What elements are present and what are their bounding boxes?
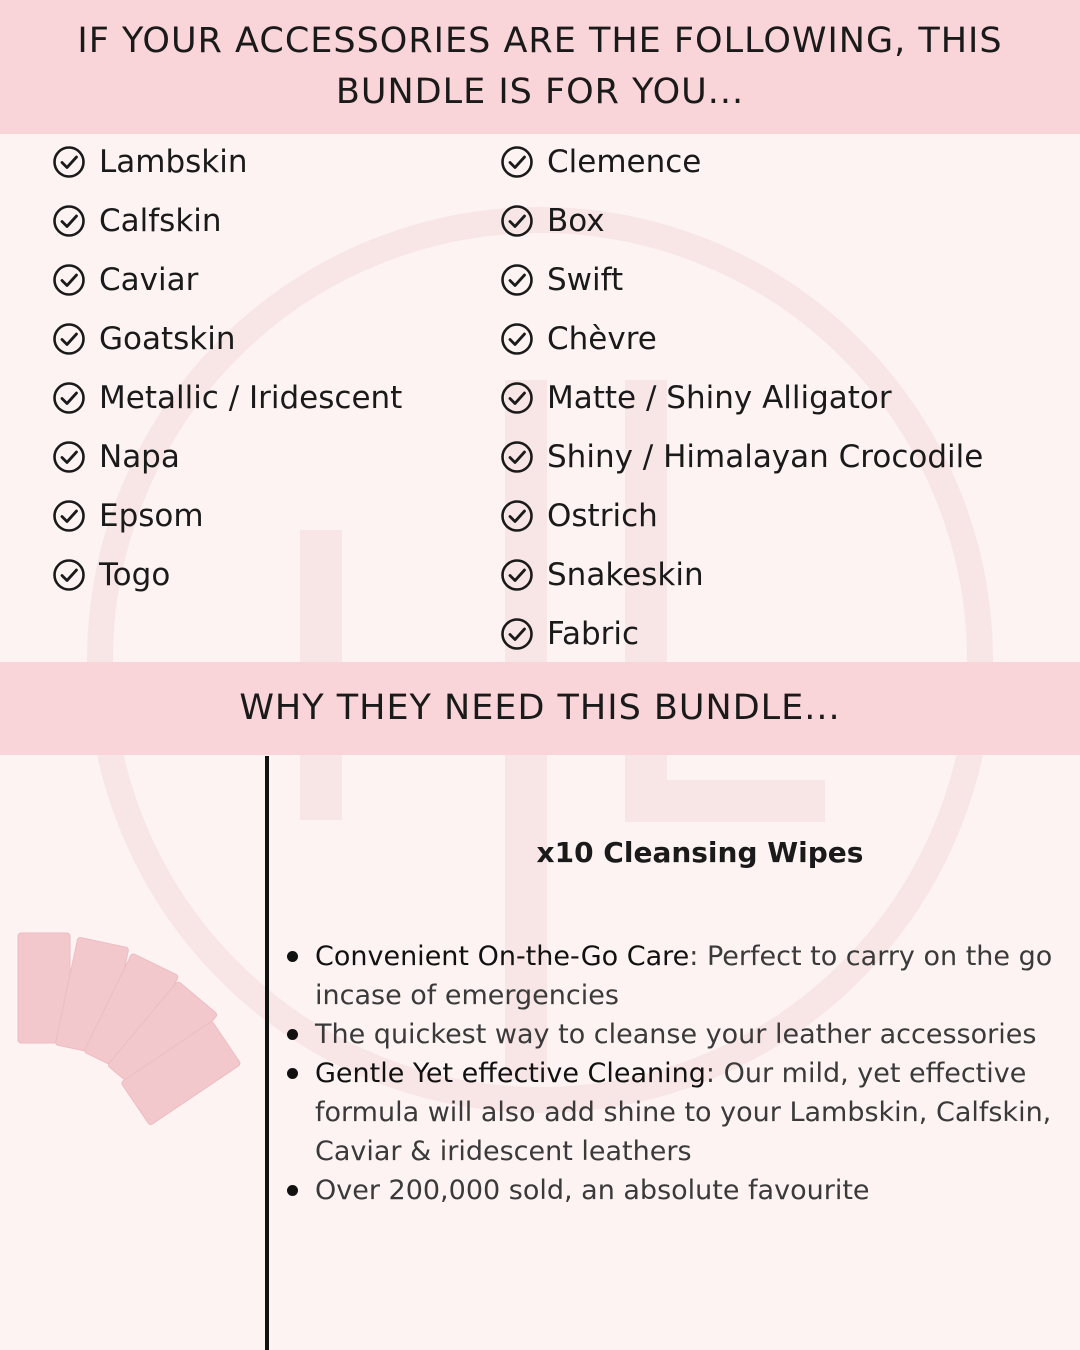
header-line-2: BUNDLE IS FOR YOU... — [335, 72, 745, 112]
check-circle-icon — [52, 263, 86, 297]
material-item — [52, 368, 402, 427]
product-title: x10 Cleansing Wipes — [536, 836, 864, 869]
check-circle-icon — [500, 263, 534, 297]
benefit-lead: Convenient On-the-Go Care — [315, 941, 690, 972]
material-item — [52, 486, 402, 545]
material-label: Caviar — [99, 261, 199, 298]
benefit-text: : Our mild, yet effective formula will also add shine to your Lambskin, Calfskin, Caviar & iridescent leathers — [315, 1058, 1052, 1167]
material-item — [52, 191, 402, 250]
vertical-divider — [265, 756, 269, 1350]
wipes-sachets-image — [10, 925, 260, 1140]
material-label: Box — [547, 202, 605, 239]
material-item — [500, 132, 983, 191]
material-label: Matte / Shiny Alligator — [547, 379, 892, 416]
check-circle-icon — [52, 558, 86, 592]
check-circle-icon — [52, 322, 86, 356]
material-item — [500, 427, 983, 486]
bullet-dot-icon — [287, 951, 298, 962]
check-circle-icon — [500, 381, 534, 415]
section-banner — [0, 662, 1080, 755]
material-label: Chèvre — [547, 320, 657, 357]
check-circle-icon — [500, 558, 534, 592]
material-item — [500, 309, 983, 368]
material-item — [52, 132, 402, 191]
material-label: Snakeskin — [547, 556, 704, 593]
product-benefits-list — [282, 937, 1072, 1210]
benefit-item — [282, 1054, 1072, 1171]
material-label: Togo — [99, 556, 171, 593]
material-item — [52, 427, 402, 486]
material-item — [52, 309, 402, 368]
header-banner — [0, 0, 1080, 134]
benefit-text: Over 200,000 sold, an absolute favourite — [315, 1175, 870, 1206]
material-item — [500, 545, 983, 604]
check-circle-icon — [52, 499, 86, 533]
material-label: Epsom — [99, 497, 204, 534]
material-label: Lambskin — [99, 143, 248, 180]
section-title: WHY THEY NEED THIS BUNDLE... — [239, 688, 841, 728]
check-circle-icon — [500, 440, 534, 474]
material-label: Calfskin — [99, 202, 222, 239]
bullet-dot-icon — [287, 1029, 298, 1040]
material-item — [52, 545, 402, 604]
check-circle-icon — [500, 617, 534, 651]
material-item — [500, 250, 983, 309]
material-label: Goatskin — [99, 320, 236, 357]
benefit-item — [282, 1015, 1072, 1054]
check-circle-icon — [52, 381, 86, 415]
check-circle-icon — [52, 204, 86, 238]
check-circle-icon — [500, 322, 534, 356]
materials-list-right — [500, 132, 983, 663]
material-label: Clemence — [547, 143, 702, 180]
material-item — [500, 604, 983, 663]
benefit-item — [282, 937, 1072, 1015]
material-label: Metallic / Iridescent — [99, 379, 403, 416]
material-item — [500, 191, 983, 250]
benefit-text: : Perfect to carry on the go incase of emergencies — [315, 941, 1053, 1011]
check-circle-icon — [500, 145, 534, 179]
bullet-dot-icon — [287, 1068, 298, 1079]
benefit-item — [282, 1171, 1072, 1210]
material-item — [500, 368, 983, 427]
material-label: Shiny / Himalayan Crocodile — [547, 438, 984, 475]
header-line-1: IF YOUR ACCESSORIES ARE THE FOLLOWING, THIS — [77, 21, 1003, 61]
benefit-text: The quickest way to cleanse your leather accessories — [315, 1019, 1037, 1050]
material-label: Fabric — [547, 615, 640, 652]
material-label: Swift — [547, 261, 624, 298]
material-label: Ostrich — [547, 497, 658, 534]
check-circle-icon — [52, 440, 86, 474]
material-item — [500, 486, 983, 545]
check-circle-icon — [52, 145, 86, 179]
bullet-dot-icon — [287, 1185, 298, 1196]
check-circle-icon — [500, 204, 534, 238]
materials-list-left — [52, 132, 402, 604]
material-item — [52, 250, 402, 309]
benefit-lead: Gentle Yet effective Cleaning — [315, 1058, 706, 1089]
material-label: Napa — [99, 438, 180, 475]
check-circle-icon — [500, 499, 534, 533]
